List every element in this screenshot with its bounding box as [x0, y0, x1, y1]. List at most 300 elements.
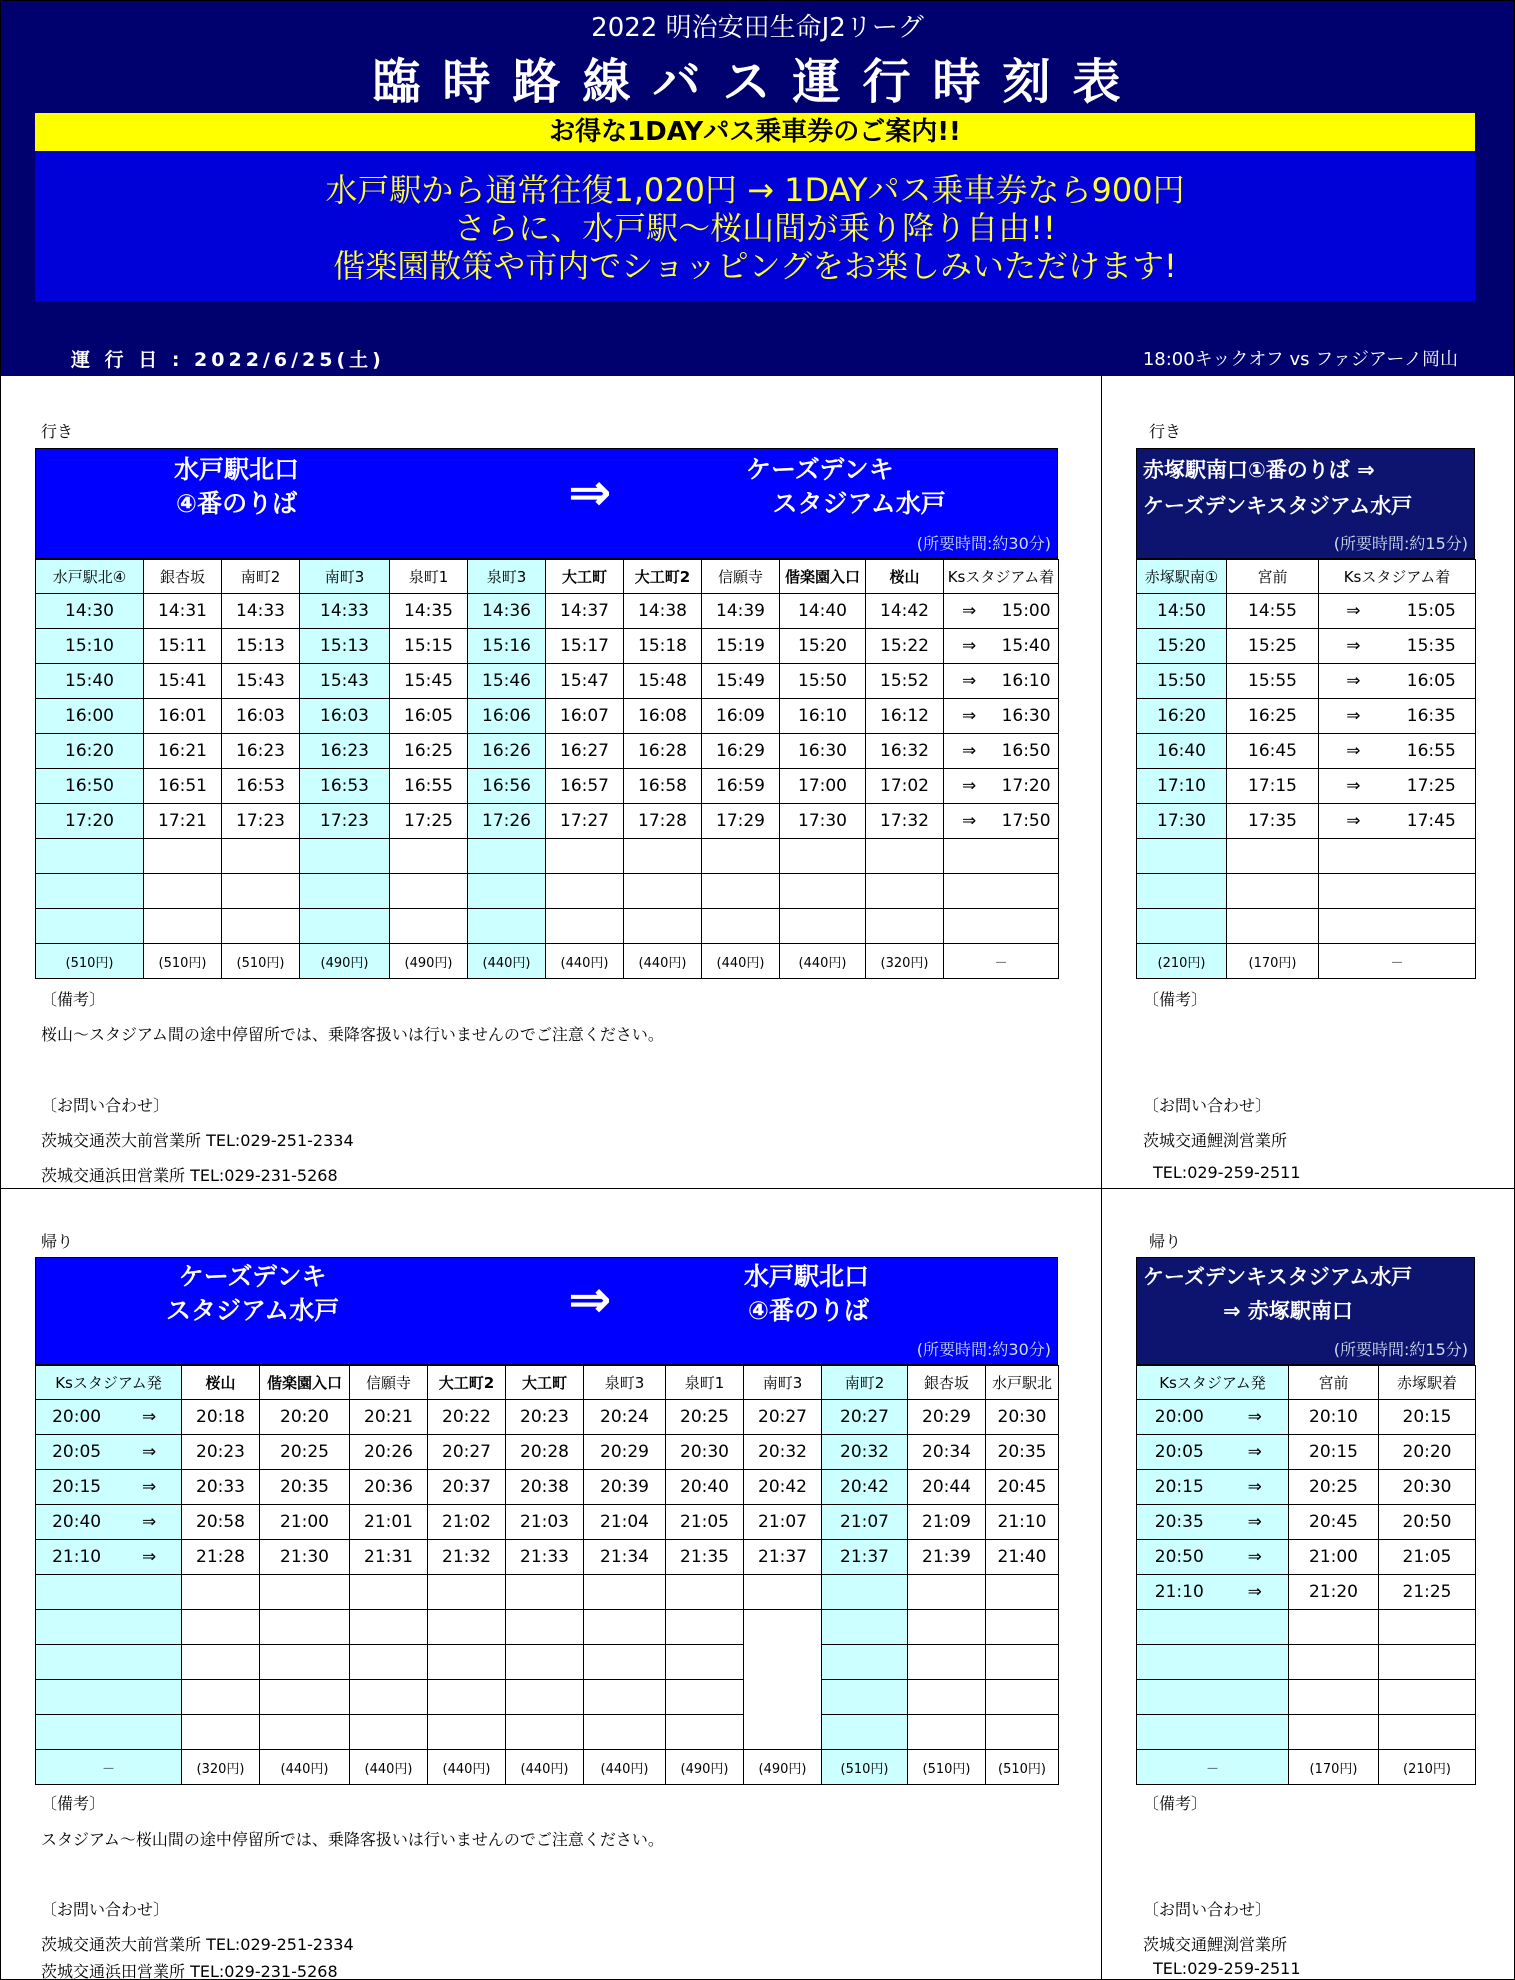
empty-cell [1137, 1715, 1289, 1750]
time-cell: 21:20 [1289, 1575, 1379, 1610]
fare-cell: (210円) [1379, 1750, 1476, 1785]
empty-cell [908, 1715, 986, 1750]
fare-cell: (490円) [666, 1750, 744, 1785]
time-cell: 17:30 [1137, 804, 1227, 839]
empty-cell [744, 1610, 822, 1645]
column-header: 赤塚駅南① [1137, 560, 1227, 594]
empty-cell [1137, 1680, 1289, 1715]
arrow-icon: ⇒ [1346, 671, 1361, 691]
time-cell: 20:36 [350, 1470, 428, 1505]
time-cell: 17:23 [222, 804, 300, 839]
fare-cell: (170円) [1289, 1750, 1379, 1785]
arrow-icon: ⇒ [141, 1477, 157, 1497]
time-cell: 14:33 [300, 594, 390, 629]
time-value: 20:05 [1154, 1442, 1204, 1462]
arrow-icon: ⇒ [1346, 776, 1361, 796]
time-value: 21:10 [1154, 1582, 1204, 1602]
time-cell: 21:01 [350, 1505, 428, 1540]
empty-cell [182, 1610, 260, 1645]
time-value: 20:40 [52, 1512, 102, 1532]
table-row [36, 1680, 1059, 1715]
time-cell: 15:40 [36, 664, 144, 699]
timetable-return-main [35, 1365, 1059, 1785]
time-cell: 15:16 [468, 629, 546, 664]
time-value: 16:55 [1406, 741, 1456, 761]
time-cell: 15:13 [300, 629, 390, 664]
column-header: 泉町3 [468, 560, 546, 594]
section-label: 行き [41, 422, 74, 441]
time-cell [944, 804, 1059, 839]
table-row [36, 804, 1059, 839]
empty-cell [666, 1610, 744, 1645]
time-cell: 15:49 [702, 664, 780, 699]
table-row [36, 1610, 1059, 1645]
fare-cell: (490円) [390, 944, 468, 979]
time-cell [36, 1435, 182, 1470]
time-value: 15:35 [1406, 636, 1456, 656]
time-cell: 14:31 [144, 594, 222, 629]
empty-cell [822, 1575, 908, 1610]
table-row [36, 734, 1059, 769]
time-cell: 15:22 [866, 629, 944, 664]
contact-line: 茨城交通浜田営業所 TEL:029-231-5268 [41, 1166, 338, 1185]
time-value: 15:40 [1001, 636, 1051, 656]
table-row [36, 1400, 1059, 1435]
fare-cell: (510円) [908, 1750, 986, 1785]
time-cell: 20:35 [986, 1435, 1059, 1470]
empty-cell [822, 1715, 908, 1750]
time-cell: 21:35 [666, 1540, 744, 1575]
empty-cell [182, 1715, 260, 1750]
time-cell: 17:30 [780, 804, 866, 839]
empty-cell [780, 909, 866, 944]
empty-cell [584, 1715, 666, 1750]
column-header: 泉町1 [666, 1366, 744, 1400]
fare-cell: (510円) [986, 1750, 1059, 1785]
column-header: Ksスタジアム着 [1319, 560, 1476, 594]
empty-cell [986, 1645, 1059, 1680]
time-cell [1137, 1400, 1289, 1435]
empty-cell [780, 839, 866, 874]
column-divider [1101, 376, 1102, 1980]
time-cell: 20:25 [1289, 1470, 1379, 1505]
time-cell: 15:20 [780, 629, 866, 664]
time-cell: 20:40 [666, 1470, 744, 1505]
empty-cell [182, 1680, 260, 1715]
arrow-icon: ⇒ [141, 1547, 157, 1567]
table-row [1137, 1575, 1476, 1610]
time-cell [1319, 699, 1476, 734]
time-cell: 14:39 [702, 594, 780, 629]
empty-cell [1227, 839, 1319, 874]
time-cell: 16:51 [144, 769, 222, 804]
time-cell: 17:28 [624, 804, 702, 839]
time-cell: 16:53 [300, 769, 390, 804]
empty-cell [300, 909, 390, 944]
time-cell: 20:27 [428, 1435, 506, 1470]
time-cell: 16:00 [36, 699, 144, 734]
time-value: 16:35 [1406, 706, 1456, 726]
notes-label: 〔備考〕 [1143, 990, 1208, 1009]
time-cell: 15:17 [546, 629, 624, 664]
promo-title: お得な1DAYパス乗車券のご案内!! [35, 113, 1475, 151]
fare-row [1137, 1750, 1476, 1785]
empty-cell [944, 839, 1059, 874]
empty-cell [908, 1610, 986, 1645]
empty-cell [36, 1715, 182, 1750]
contact-line: 茨城交通鯉渕営業所 [1143, 1131, 1288, 1150]
column-header: 宮前 [1289, 1366, 1379, 1400]
time-cell [1137, 1575, 1289, 1610]
table-row [36, 1470, 1059, 1505]
kickoff-info: 18:00キックオフ vs ファジアーノ岡山 [1142, 349, 1458, 370]
fare-cell: (440円) [468, 944, 546, 979]
fare-cell: (320円) [866, 944, 944, 979]
time-cell: 21:28 [182, 1540, 260, 1575]
table-row [1137, 594, 1476, 629]
table-row [1137, 769, 1476, 804]
time-cell: 17:29 [702, 804, 780, 839]
time-cell: 15:50 [780, 664, 866, 699]
fare-cell: (440円) [780, 944, 866, 979]
time-cell: 17:35 [1227, 804, 1319, 839]
time-cell: 20:58 [182, 1505, 260, 1540]
empty-cell [866, 839, 944, 874]
time-cell: 17:00 [780, 769, 866, 804]
time-cell: 21:07 [744, 1505, 822, 1540]
time-cell: 16:01 [144, 699, 222, 734]
column-header: 偕楽園入口 [780, 560, 866, 594]
arrow-icon: ⇒ [141, 1407, 157, 1427]
time-cell: 20:22 [428, 1400, 506, 1435]
route-banner [35, 448, 1058, 559]
empty-cell [260, 1680, 350, 1715]
time-cell: 20:15 [1289, 1435, 1379, 1470]
route-line: ⇒ 赤塚駅南口 [1223, 1299, 1353, 1323]
header [1, 1, 1514, 376]
column-header: 銀杏坂 [144, 560, 222, 594]
empty-cell [36, 1680, 182, 1715]
empty-cell [1137, 1645, 1289, 1680]
time-cell [1319, 664, 1476, 699]
travel-duration: (所要時間:約30分) [916, 534, 1051, 553]
empty-cell [506, 1575, 584, 1610]
time-value: 20:35 [1154, 1512, 1204, 1532]
fare-cell: (170円) [1227, 944, 1319, 979]
section-label: 帰り [41, 1232, 74, 1251]
time-cell [1137, 1470, 1289, 1505]
empty-cell [624, 909, 702, 944]
empty-cell [1227, 874, 1319, 909]
time-cell: 21:39 [908, 1540, 986, 1575]
fare-cell: (510円) [822, 1750, 908, 1785]
time-cell: 20:23 [506, 1400, 584, 1435]
empty-cell [1379, 1715, 1476, 1750]
time-value: 15:00 [1001, 601, 1051, 621]
column-header: 泉町3 [584, 1366, 666, 1400]
arrow-icon: ⇒ [141, 1512, 157, 1532]
empty-cell [468, 874, 546, 909]
empty-cell [506, 1610, 584, 1645]
fare-cell: (440円) [584, 1750, 666, 1785]
fare-row [36, 944, 1059, 979]
fare-cell: (490円) [300, 944, 390, 979]
time-value: 17:50 [1001, 811, 1051, 831]
empty-cell [36, 1575, 182, 1610]
time-value: 20:05 [52, 1442, 102, 1462]
time-cell: 20:26 [350, 1435, 428, 1470]
arrow-icon: ⇒ [1346, 741, 1361, 761]
promo-box [35, 151, 1475, 301]
fare-cell: (440円) [350, 1750, 428, 1785]
empty-cell [428, 1645, 506, 1680]
notes-label: 〔備考〕 [1143, 1794, 1208, 1813]
empty-cell [744, 1680, 822, 1715]
empty-cell [1289, 1610, 1379, 1645]
time-cell: 21:02 [428, 1505, 506, 1540]
time-cell: 20:25 [260, 1435, 350, 1470]
fare-cell: (320円) [182, 1750, 260, 1785]
table-row [36, 769, 1059, 804]
column-header: Ksスタジアム着 [944, 560, 1059, 594]
contact-line: 茨城交通茨大前営業所 TEL:029-251-2334 [41, 1131, 354, 1150]
time-cell: 21:30 [260, 1540, 350, 1575]
time-cell: 16:25 [1227, 699, 1319, 734]
empty-cell [986, 1575, 1059, 1610]
header-row [36, 1366, 1059, 1400]
empty-cell [546, 839, 624, 874]
empty-cell [1319, 874, 1476, 909]
empty-cell [666, 1645, 744, 1680]
empty-cell [36, 1610, 182, 1645]
time-value: 16:05 [1406, 671, 1456, 691]
table-row [36, 1540, 1059, 1575]
column-header: 水戸駅北④ [36, 560, 144, 594]
time-cell: 16:28 [624, 734, 702, 769]
empty-cell [222, 839, 300, 874]
time-value: 17:25 [1406, 776, 1456, 796]
fare-cell: (210円) [1137, 944, 1227, 979]
time-cell: 17:23 [300, 804, 390, 839]
empty-cell [702, 874, 780, 909]
time-cell: 15:47 [546, 664, 624, 699]
promo-line: さらに、水戸駅～桜山間が乗り降り自由!! [454, 209, 1056, 247]
empty-cell [144, 839, 222, 874]
notes-label: 〔備考〕 [41, 1794, 106, 1813]
empty-cell [584, 1645, 666, 1680]
table-row [1137, 664, 1476, 699]
time-cell: 21:09 [908, 1505, 986, 1540]
empty-cell [390, 839, 468, 874]
arrow-icon: ⇒ [961, 706, 977, 726]
empty-cell [744, 1575, 822, 1610]
arrow-icon: ⇒ [961, 671, 977, 691]
time-cell: 20:50 [1379, 1505, 1476, 1540]
time-cell [36, 1505, 182, 1540]
fare-cell: (440円) [546, 944, 624, 979]
route-arrow-icon: ⇒ [568, 1270, 612, 1330]
route-line: 赤塚駅南口①番のりば ⇒ [1143, 458, 1375, 482]
contact-line: 茨城交通鯉渕営業所 [1143, 1935, 1288, 1954]
arrow-icon: ⇒ [1346, 811, 1361, 831]
fare-row [36, 1750, 1059, 1785]
arrow-icon: ⇒ [961, 811, 977, 831]
empty-cell [36, 1645, 182, 1680]
time-cell: 16:20 [36, 734, 144, 769]
arrow-icon: ⇒ [1346, 601, 1361, 621]
time-cell: 20:44 [908, 1470, 986, 1505]
time-cell: 15:18 [624, 629, 702, 664]
arrow-icon: ⇒ [1247, 1582, 1262, 1602]
route-origin: 水戸駅北口 ④番のりば [174, 455, 300, 518]
empty-cell [944, 909, 1059, 944]
time-cell [944, 699, 1059, 734]
time-value: 20:00 [52, 1407, 102, 1427]
empty-cell [390, 874, 468, 909]
time-cell: 15:55 [1227, 664, 1319, 699]
time-cell: 20:35 [260, 1470, 350, 1505]
column-header: 泉町1 [390, 560, 468, 594]
time-cell: 16:23 [300, 734, 390, 769]
empty-cell [702, 909, 780, 944]
empty-cell [350, 1715, 428, 1750]
travel-duration: (所要時間:約15分) [1333, 534, 1468, 553]
time-cell: 20:45 [986, 1470, 1059, 1505]
time-cell: 16:12 [866, 699, 944, 734]
empty-cell [182, 1575, 260, 1610]
column-header: 南町3 [300, 560, 390, 594]
column-header: 赤塚駅着 [1379, 1366, 1476, 1400]
table-row [1137, 1470, 1476, 1505]
column-header: 信願寺 [350, 1366, 428, 1400]
empty-cell [36, 909, 144, 944]
time-cell: 16:45 [1227, 734, 1319, 769]
time-cell: 16:50 [36, 769, 144, 804]
time-cell: 21:33 [506, 1540, 584, 1575]
time-cell: 20:42 [744, 1470, 822, 1505]
time-cell: 20:32 [822, 1435, 908, 1470]
arrow-icon: ⇒ [1247, 1442, 1262, 1462]
time-cell: 21:05 [1379, 1540, 1476, 1575]
empty-cell [1137, 874, 1227, 909]
empty-cell [822, 1610, 908, 1645]
empty-cell [144, 874, 222, 909]
route-arrow-icon: ⇒ [568, 463, 612, 523]
empty-cell [428, 1680, 506, 1715]
time-cell: 16:26 [468, 734, 546, 769]
fare-cell: (440円) [702, 944, 780, 979]
empty-cell [222, 909, 300, 944]
contact-label: 〔お問い合わせ〕 [1143, 1900, 1272, 1919]
time-cell: 16:40 [1137, 734, 1227, 769]
table-row [36, 1575, 1059, 1610]
table-row [1137, 909, 1476, 944]
time-cell: 20:24 [584, 1400, 666, 1435]
table-row [1137, 629, 1476, 664]
time-cell: 21:00 [1289, 1540, 1379, 1575]
empty-cell [260, 1715, 350, 1750]
empty-cell [866, 874, 944, 909]
column-header: 桜山 [182, 1366, 260, 1400]
table-row [1137, 1505, 1476, 1540]
empty-cell [1289, 1645, 1379, 1680]
column-header: 桜山 [866, 560, 944, 594]
table-row [1137, 699, 1476, 734]
route-destination: ケーズデンキ スタジアム水戸 [746, 455, 946, 518]
time-cell: 20:45 [1289, 1505, 1379, 1540]
fare-cell: (440円) [260, 1750, 350, 1785]
time-cell: 16:23 [222, 734, 300, 769]
time-cell: 16:53 [222, 769, 300, 804]
time-cell: 16:07 [546, 699, 624, 734]
fare-cell: － [36, 1750, 182, 1785]
arrow-icon: ⇒ [1346, 706, 1361, 726]
empty-cell [908, 1575, 986, 1610]
contact-line: TEL:029-259-2511 [1153, 1163, 1301, 1182]
time-cell: 21:31 [350, 1540, 428, 1575]
section-label: 帰り [1149, 1232, 1182, 1251]
empty-cell [584, 1610, 666, 1645]
table-row [1137, 1680, 1476, 1715]
fare-cell: (510円) [222, 944, 300, 979]
fare-cell: － [944, 944, 1059, 979]
contact-line: TEL:029-259-2511 [1153, 1959, 1301, 1978]
arrow-icon: ⇒ [1346, 636, 1361, 656]
time-cell: 16:27 [546, 734, 624, 769]
arrow-icon: ⇒ [961, 636, 977, 656]
empty-cell [986, 1610, 1059, 1645]
empty-cell [624, 839, 702, 874]
time-cell [1319, 804, 1476, 839]
league-name: 2022 明治安田生命J2リーグ [591, 13, 924, 43]
fare-cell: － [1319, 944, 1476, 979]
empty-cell [986, 1715, 1059, 1750]
time-cell [36, 1540, 182, 1575]
time-cell: 16:59 [702, 769, 780, 804]
empty-cell [584, 1575, 666, 1610]
time-cell: 16:03 [222, 699, 300, 734]
empty-cell [350, 1610, 428, 1645]
empty-cell [1379, 1680, 1476, 1715]
time-cell: 21:37 [744, 1540, 822, 1575]
time-cell: 17:27 [546, 804, 624, 839]
time-cell: 17:21 [144, 804, 222, 839]
table-row [1137, 734, 1476, 769]
time-cell [944, 629, 1059, 664]
time-value: 20:00 [1154, 1407, 1204, 1427]
fare-cell: (440円) [428, 1750, 506, 1785]
time-cell: 16:29 [702, 734, 780, 769]
empty-cell [744, 1715, 822, 1750]
arrow-icon: ⇒ [1247, 1512, 1262, 1532]
time-cell: 21:25 [1379, 1575, 1476, 1610]
empty-cell [260, 1610, 350, 1645]
table-row [1137, 804, 1476, 839]
time-cell: 21:00 [260, 1505, 350, 1540]
time-cell: 20:30 [666, 1435, 744, 1470]
fare-cell: (440円) [624, 944, 702, 979]
table-row [1137, 839, 1476, 874]
travel-duration: (所要時間:約30分) [916, 1340, 1051, 1359]
column-header: 水戸駅北 [986, 1366, 1059, 1400]
empty-cell [1319, 839, 1476, 874]
empty-cell [182, 1645, 260, 1680]
time-cell: 16:06 [468, 699, 546, 734]
time-cell: 20:29 [908, 1400, 986, 1435]
empty-cell [546, 909, 624, 944]
empty-cell [468, 909, 546, 944]
empty-cell [1137, 909, 1227, 944]
